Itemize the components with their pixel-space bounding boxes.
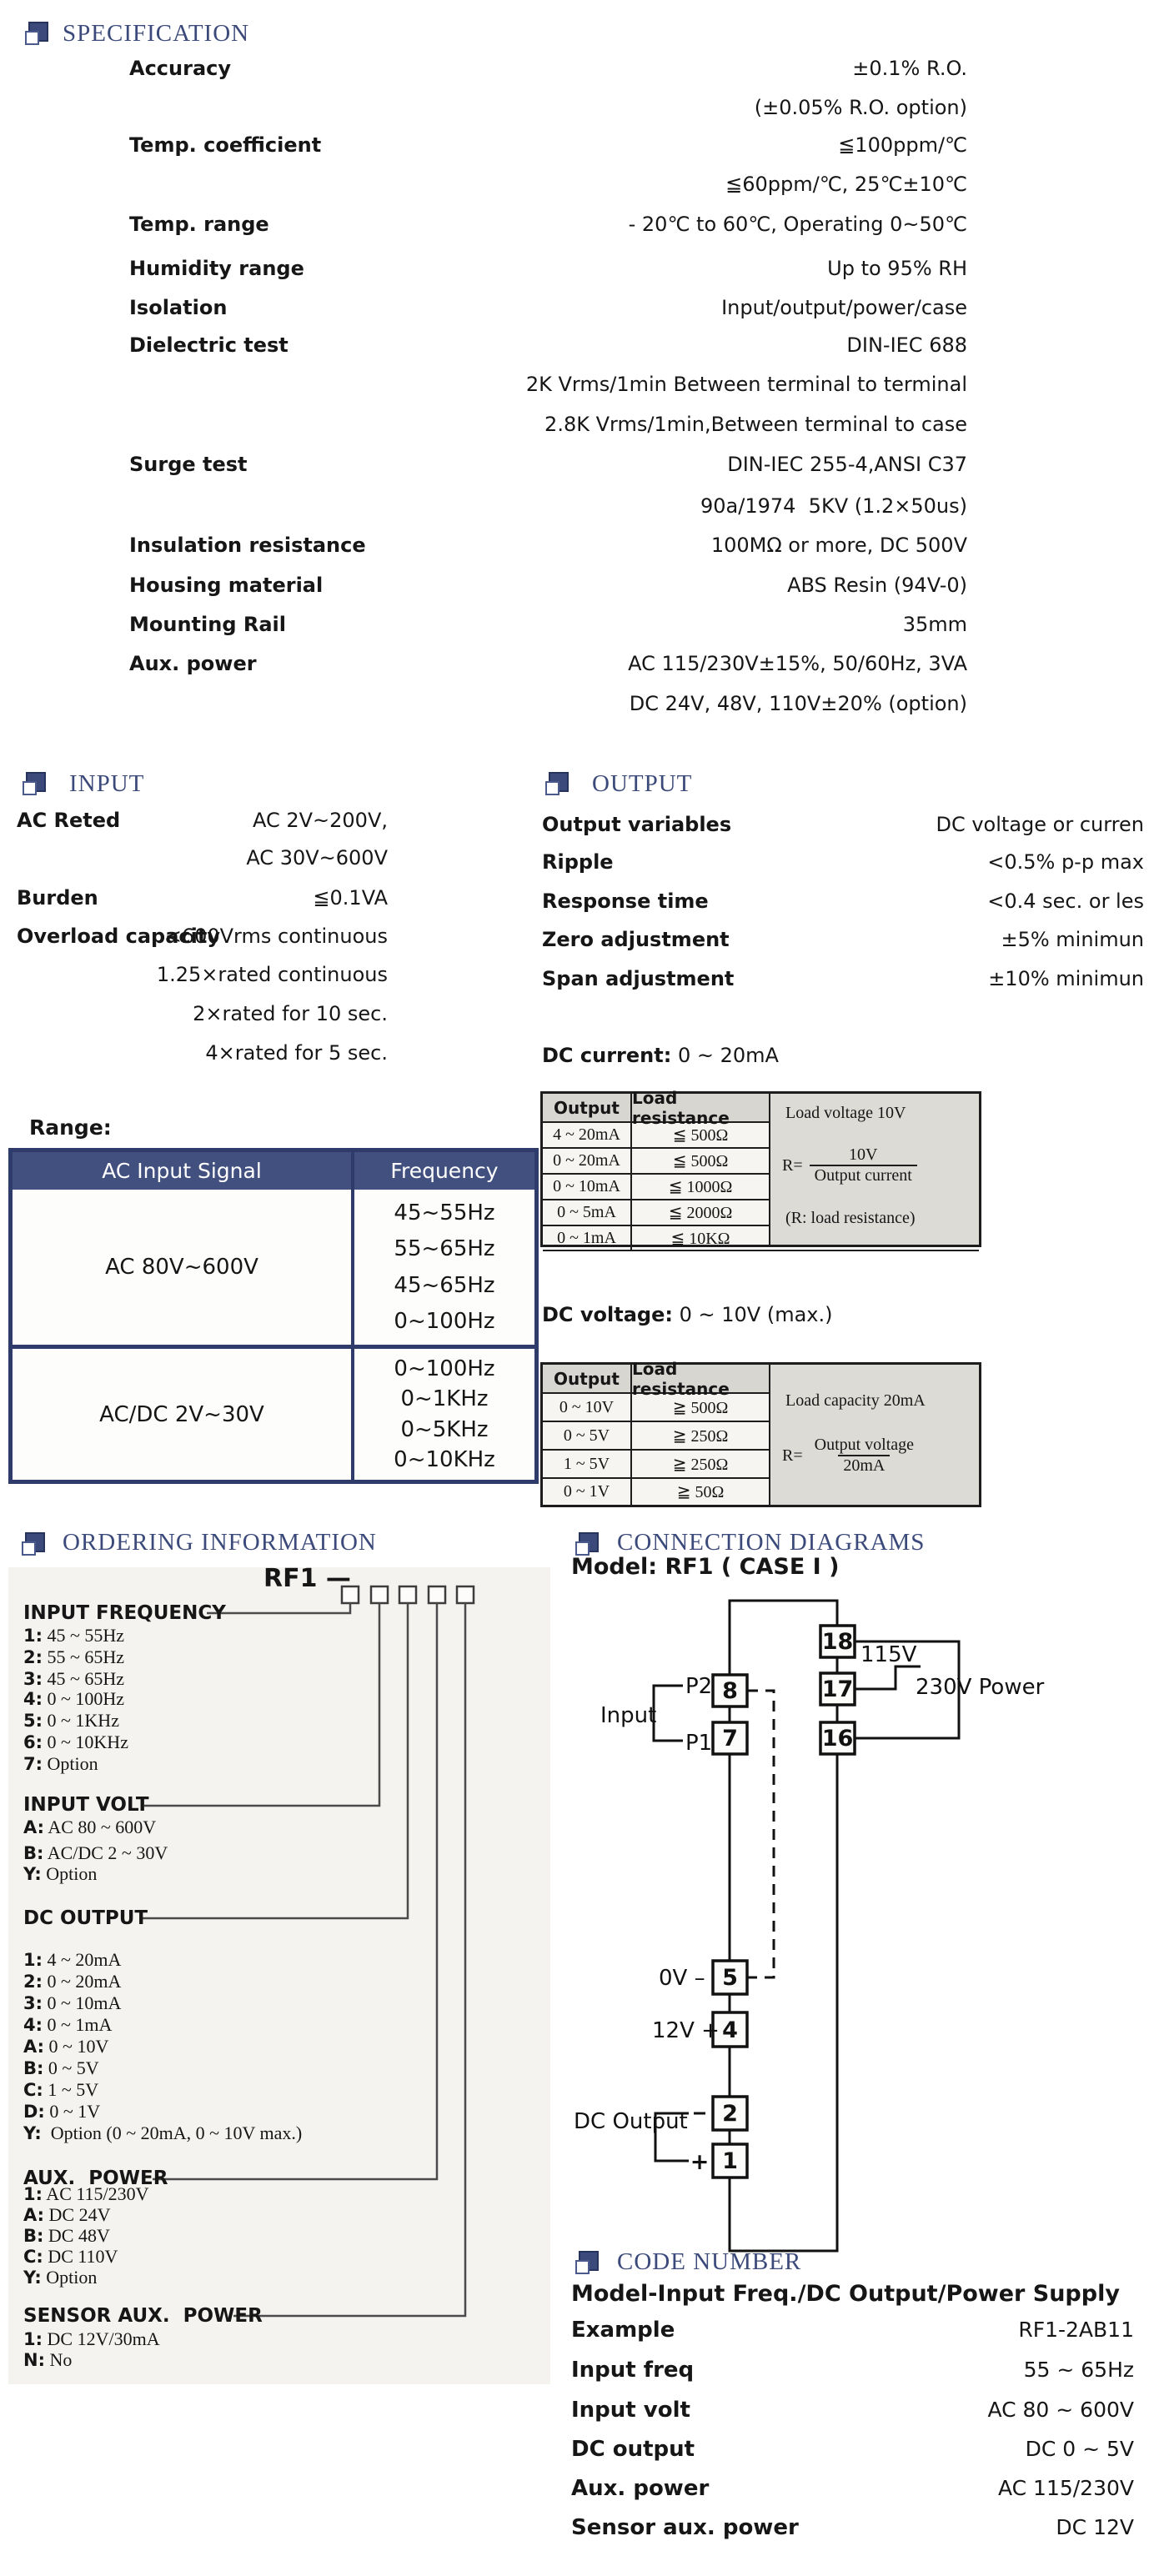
input-title: INPUT [69, 770, 145, 797]
range-table [8, 1148, 539, 1484]
input-label: Input [600, 1703, 657, 1728]
ordering-option: N: No [23, 2349, 73, 2370]
ordering-group-label: INPUT FREQUENCY [23, 1602, 226, 1624]
dc-current-heading: DC current: 0 ~ 20mA [542, 1044, 779, 1067]
terminal-2: 2 [722, 2101, 738, 2127]
ordering-option: 1: 45 ~ 55Hz [23, 1625, 125, 1646]
spec-row: DC 24V, 48V, 110V±20% (option) [629, 692, 967, 715]
output-row: Output variables DC voltage or curren [542, 813, 1144, 836]
230v-power-label: 230V Power [916, 1675, 1045, 1700]
spec-row: Surge test DIN-IEC 255-4,ANSI C37 [129, 453, 967, 476]
spec-row: Temp. range - 20℃ to 60℃, Operating 0~50℃ [129, 213, 967, 236]
connection-model: Model: RF1 ( CASE I ) [571, 1554, 840, 1580]
spec-row: Isolation Input/output/power/case [129, 296, 967, 319]
p1-label: P1 [685, 1731, 713, 1756]
output-row: Zero adjustment ±5% minimun [542, 928, 1144, 951]
spec-row: (±0.05% R.O. option) [754, 96, 967, 119]
ordering-option: Y: Option [23, 1863, 98, 1884]
spec-row: Temp. coefficient ≦100ppm/℃ [129, 133, 967, 157]
p2-label: P2 [685, 1674, 713, 1699]
column-header: Output [543, 1094, 632, 1121]
spec-row: Humidity range Up to 95% RH [129, 257, 967, 280]
dc-voltage-heading: DC voltage: 0 ~ 10V (max.) [542, 1303, 833, 1326]
terminal-5: 5 [722, 1965, 738, 1991]
output-row: Response time <0.4 sec. or les [542, 890, 1144, 913]
output-title: OUTPUT [592, 770, 693, 797]
connection-diagram [567, 1584, 1117, 2268]
ordering-option: Y: Option (0 ~ 20mA, 0 ~ 10V max.) [23, 2122, 303, 2143]
ordering-option: B: AC/DC 2 ~ 30V [23, 1842, 168, 1863]
spec-row: Insulation resistance 100MΩ or more, DC 500V [129, 534, 967, 557]
ordering-option: 1: AC 115/230V [23, 2183, 149, 2204]
terminal-1: 1 [722, 2148, 738, 2174]
load-note-panel: Load voltage 10V R= $\frac{10V}{\text{Output current}}$ (R: load resistance) [769, 1094, 979, 1245]
ordering-option: D: 0 ~ 1V [23, 2101, 101, 2122]
spec-row: 2.8K Vrms/1min,Between terminal to case [544, 413, 967, 436]
spec-row: Mounting Rail 35mm [129, 613, 967, 636]
ordering-option: 2: 55 ~ 65Hz [23, 1646, 125, 1667]
spec-row: 2K Vrms/1min Between terminal to terminal [525, 373, 967, 396]
column-header: Load resistance [632, 1087, 730, 1128]
range-row: AC 80V~600V 45~55Hz 55~65Hz 45~65Hz 0~100Hz [13, 1190, 534, 1349]
specification-title: SPECIFICATION [63, 20, 250, 47]
input-row: Overload capacity <600Vrms continuous [17, 925, 388, 948]
ordering-option: 5: 0 ~ 1KHz [23, 1710, 119, 1731]
plus-sign: + [690, 2149, 710, 2175]
ordering-option: 3: 45 ~ 65Hz [23, 1668, 125, 1689]
dc-current-table: Output Load resistance 4 ~ 20mA ≦ 500Ω 0 ~ 20mA ≦ 500Ω 0 ~ 10mA ≦ 1000Ω 0 ~ 5mA ≦ 2000Ω 0 ~ 1mA ≦ 10KΩ Load voltage 10V R= $\frac{10V}{\text{Output current}}$ (R: load resistance) [540, 1091, 981, 1247]
range-row: AC/DC 2V~30V 0~100Hz 0~1KHz 0~5KHz 0~10KHz [13, 1349, 534, 1480]
ordering-option: Y: Option [23, 2267, 98, 2288]
ordering-option: B: DC 48V [23, 2225, 110, 2246]
ordering-group-label: INPUT VOLT [23, 1794, 149, 1816]
terminal-8: 8 [722, 1678, 738, 1704]
115v-label: 115V [860, 1642, 917, 1667]
column-header: Load resistance [632, 1358, 730, 1399]
input-row: 1.25×rated continuous [156, 963, 388, 986]
code-format-heading: Model-Input Freq./DC Output/Power Supply [571, 2281, 1120, 2307]
model-code-prefix: RF1 — [263, 1564, 351, 1593]
input-row: AC 30V~600V [246, 846, 388, 870]
terminal-18: 18 [821, 1629, 854, 1655]
section-squares-icon [20, 1532, 45, 1557]
dc-output-label: DC Output [574, 2109, 688, 2134]
ordering-option: C: DC 110V [23, 2246, 118, 2267]
ordering-option: 7: Option [23, 1753, 98, 1774]
code-row: Input freq 55 ~ 65Hz [571, 2358, 1134, 2383]
column-header: Output [543, 1365, 632, 1392]
code-row: Input volt AC 80 ~ 600V [571, 2398, 1134, 2423]
terminal-4: 4 [722, 2017, 738, 2043]
ordering-option: 3: 0 ~ 10mA [23, 1992, 122, 2013]
terminal-7: 7 [722, 1726, 738, 1752]
ordering-group-label: AUX. POWER [23, 2168, 168, 2189]
spec-row: ≦60ppm/℃, 25℃±10℃ [725, 173, 967, 196]
section-squares-icon [544, 772, 569, 797]
ordering-option: 4: 0 ~ 100Hz [23, 1688, 125, 1709]
ordering-option: B: 0 ~ 5V [23, 2057, 99, 2078]
spec-row: Dielectric test DIN-IEC 688 [129, 333, 967, 357]
range-label: Range: [29, 1115, 112, 1140]
output-row: Span adjustment ±10% minimun [542, 967, 1144, 990]
load-note-panel: Load capacity 20mA R= $\frac{\text{Output voltage}}{20mA}$ [769, 1365, 979, 1505]
ordering-option: A: AC 80 ~ 600V [23, 1817, 157, 1837]
spec-row: Housing material ABS Resin (94V-0) [129, 574, 967, 597]
ordering-option: 1: DC 12V/30mA [23, 2328, 160, 2349]
input-row: Burden ≦0.1VA [17, 886, 388, 910]
terminal-17: 17 [821, 1676, 854, 1702]
spec-row: 90a/1974 5KV (1.2×50us) [700, 494, 967, 518]
ordering-group-label: SENSOR AUX. POWER [23, 2305, 263, 2327]
code-row: Sensor aux. power DC 12V [571, 2515, 1134, 2540]
0v-label: 0V – [659, 1966, 705, 1991]
12v-label: 12V + [652, 2018, 720, 2043]
code-number-title: CODE NUMBER [617, 2248, 802, 2275]
code-row: DC output DC 0 ~ 5V [571, 2437, 1134, 2462]
ordering-option: C: 1 ~ 5V [23, 2079, 99, 2100]
section-squares-icon [23, 22, 48, 47]
section-squares-icon [21, 772, 46, 797]
ordering-group-label: DC OUTPUT [23, 1907, 148, 1929]
ordering-option: A: 0 ~ 10V [23, 2036, 109, 2057]
spec-value: ±0.1% R.O. [852, 57, 967, 80]
code-row: Example RF1-2AB11 [571, 2318, 1134, 2343]
ordering-option: 6: 0 ~ 10KHz [23, 1732, 128, 1752]
input-row: 4×rated for 5 sec. [205, 1041, 388, 1065]
connection-title: CONNECTION DIAGRAMS [617, 1529, 926, 1556]
section-squares-icon [574, 2251, 599, 2276]
dc-voltage-table: Output Load resistance 0 ~ 10V ≧ 500Ω 0 ~ 5V ≧ 250Ω 1 ~ 5V ≧ 250Ω 0 ~ 1V ≧ 50Ω Load capacity 20mA R= $\frac{\text{Output voltage}}{20mA}$ [540, 1362, 981, 1507]
ordering-option: 1: 4 ~ 20mA [23, 1949, 122, 1970]
spec-label: Accuracy [129, 57, 232, 80]
spec-row: Aux. power AC 115/230V±15%, 50/60Hz, 3VA [129, 652, 967, 675]
range-table-header: AC Input Signal Frequency [13, 1152, 534, 1190]
ordering-option: 2: 0 ~ 20mA [23, 1971, 122, 1992]
code-row: Aux. power AC 115/230V [571, 2476, 1134, 2501]
ordering-title: ORDERING INFORMATION [63, 1529, 377, 1556]
ordering-option: A: DC 24V [23, 2204, 111, 2225]
input-row: AC Reted AC 2V~200V, [17, 809, 388, 832]
input-row: 2×rated for 10 sec. [193, 1002, 388, 1025]
output-row: Ripple <0.5% p-p max [542, 850, 1144, 874]
spec-row [129, 57, 967, 83]
ordering-option: 4: 0 ~ 1mA [23, 2014, 113, 2035]
terminal-16: 16 [821, 1726, 854, 1752]
